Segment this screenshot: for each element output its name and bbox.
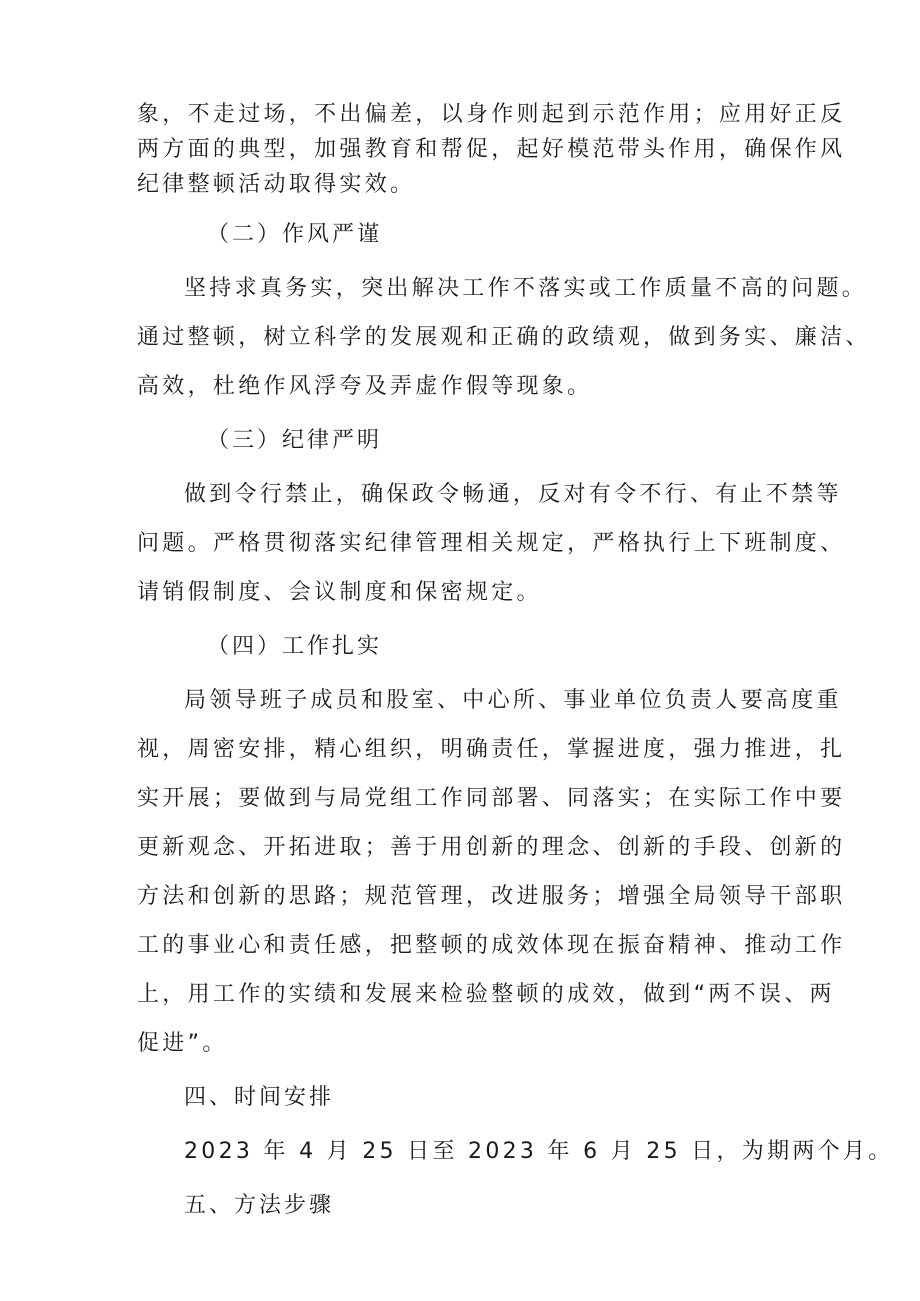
text-line: 更新观念、开拓进取；善于用创新的理念、创新的手段、创新的 [137, 835, 846, 860]
text-line: 两方面的典型，加强教育和帮促，起好模范带头作用，确保作风 [137, 137, 846, 162]
text-line: 2023 年 4 月 25 日至 2023 年 6 月 25 日，为期两个月。 [184, 1139, 894, 1164]
section-heading-3: （三）纪律严明 [207, 428, 383, 453]
text-line: 通过整顿，树立科学的发展观和正确的政绩观，做到务实、廉洁、 [137, 325, 871, 350]
section-3-paragraph [137, 470, 846, 617]
text-line: 高效，杜绝作风浮夸及弄虚作假等现象。 [137, 374, 593, 399]
part-4-paragraph [137, 1127, 894, 1176]
text-line: 做到令行禁止，确保政令畅通，反对有令不行、有止不禁等 [184, 482, 842, 507]
text-line: 坚持求真务实，突出解决工作不落实或工作质量不高的问题。 [184, 276, 868, 301]
section-heading-4: （四）工作扎实 [207, 634, 383, 659]
section-heading-2: （二）作风严谨 [207, 222, 383, 247]
text-line: 纪律整顿活动取得实效。 [137, 172, 416, 197]
section-2-paragraph [137, 264, 871, 411]
section-4-paragraph [137, 676, 846, 1068]
text-line: 问题。严格贯彻落实纪律管理相关规定，严格执行上下班制度、 [137, 531, 846, 556]
text-line: 上，用工作的实绩和发展来检验整顿的成效，做到“两不误、两 [137, 982, 835, 1007]
text-line: 工的事业心和责任感，把整顿的成效体现在振奋精神、推动工作 [137, 933, 846, 958]
document-body [137, 97, 894, 1228]
text-line: 方法和创新的思路；规范管理，改进服务；增强全局领导干部职 [137, 884, 846, 909]
text-line: 象，不走过场，不出偏差，以身作则起到示范作用；应用好正反 [137, 102, 846, 127]
text-line: 请销假制度、会议制度和保密规定。 [137, 580, 542, 605]
text-line: 局领导班子成员和股室、中心所、事业单位负责人要高度重 [184, 688, 842, 713]
part-heading-4: 四、时间安排 [184, 1085, 335, 1110]
text-line: 视，周密安排，精心组织，明确责任，掌握进度，强力推进，扎 [137, 737, 846, 762]
text-line: 实开展；要做到与局党组工作同部署、同落实；在实际工作中要 [137, 786, 846, 811]
part-heading-5: 五、方法步骤 [184, 1193, 335, 1218]
text-line: 促进”。 [137, 1031, 228, 1056]
intro-paragraph [137, 97, 846, 202]
